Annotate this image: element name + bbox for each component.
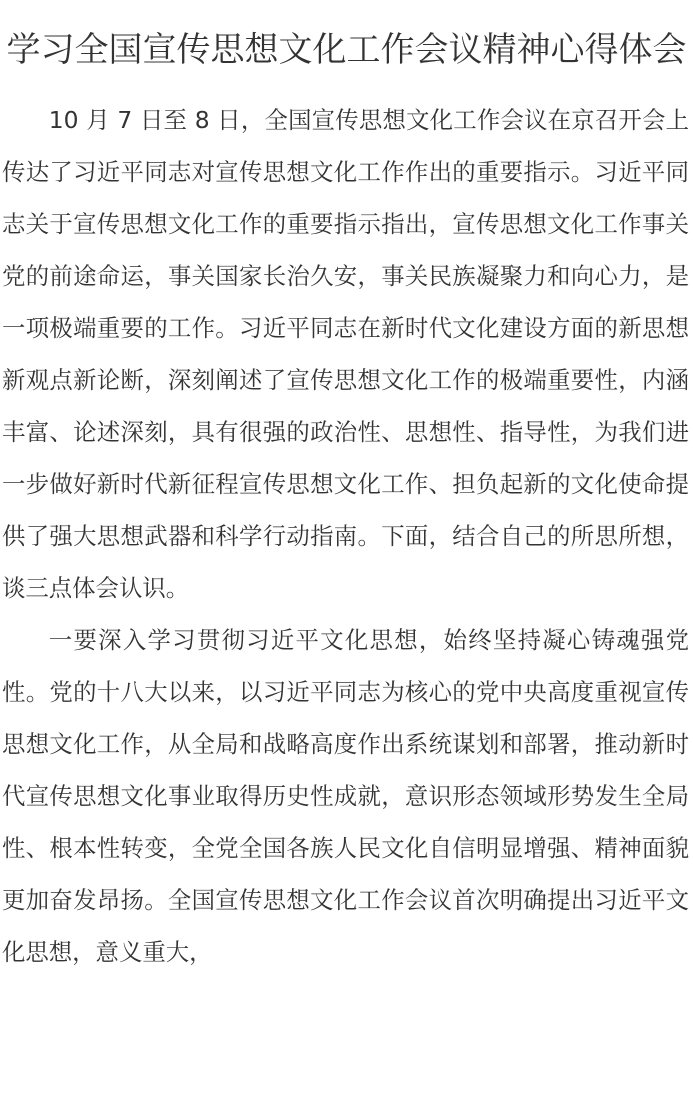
article-title: 学习全国宣传思想文化工作会议精神心得体会 (6, 30, 687, 70)
article-body (0, 76, 693, 978)
paragraph: 一要深入学习贯彻习近平文化思想，始终坚持凝心铸魂强党性。党的十八大以来，以习近平同志为核心的党中央高度重视宣传思想文化工作，从全局和战略高度作出系统谋划和部署，推动新时代宣传思想文化事业取得历史性成就，意识形态领域形势发生全局性、根本性转变，全党全国各族人民文化自信明显增强、精神面貌更加奋发昂扬。全国宣传思想文化工作会议首次明确提出习近平文化思想，意义重大， (2, 626, 689, 966)
paragraph: 10 月 7 日至 8 日，全国宣传思想文化工作会议在京召开会上传达了习近平同志对宣传思想文化工作作出的重要指示。习近平同志关于宣传思想文化工作的重要指示指出，宣传思想文化工作事关党的前途命运，事关国家长治久安，事关民族凝聚力和向心力，是一项极端重要的工作。习近平同志在新时代文化建设方面的新思想新观点新论断，深刻阐述了宣传思想文化工作的极端重要性，内涵丰富、论述深刻，具有很强的政治性、思想性、指导性，为我们进一步做好新时代新征程宣传思想文化工作、担负起新的文化使命提供了强大思想武器和科学行动指南。下面，结合自己的所思所想，谈三点体会认识。 (2, 106, 689, 602)
